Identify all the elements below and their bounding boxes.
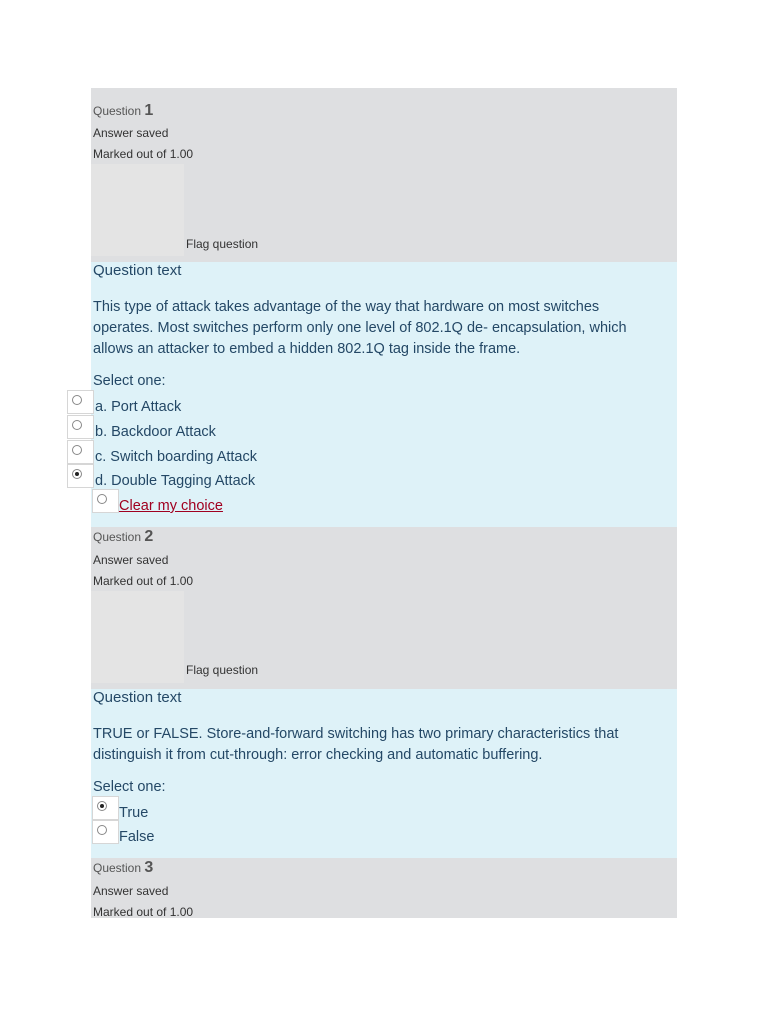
option-d-radio[interactable] xyxy=(67,464,94,488)
question-1-flag-link[interactable]: Flag question xyxy=(186,237,259,251)
question-2-formulation xyxy=(91,689,677,858)
question-2-number xyxy=(93,528,153,546)
question-label: Question xyxy=(93,104,142,118)
question-2-flag-image xyxy=(91,591,184,683)
radio-checked-icon xyxy=(97,801,107,811)
option-c-label[interactable]: c. Switch boarding Attack xyxy=(95,449,257,465)
question-2-text-label: Question text xyxy=(93,689,182,706)
question-2-prompt: Select one: xyxy=(93,779,166,795)
question-3-number xyxy=(93,859,153,877)
question-2-grade: Marked out of 1.00 xyxy=(93,574,194,588)
question-label: Question xyxy=(93,861,142,875)
option-d-label[interactable]: d. Double Tagging Attack xyxy=(95,473,256,489)
radio-checked-icon xyxy=(72,469,82,479)
option-a-label[interactable]: a. Port Attack xyxy=(95,399,182,415)
radio-icon xyxy=(72,395,82,405)
radio-icon xyxy=(72,445,82,455)
radio-icon xyxy=(72,420,82,430)
option-true-radio[interactable] xyxy=(92,796,119,820)
option-b-radio[interactable] xyxy=(67,415,94,439)
option-false-label[interactable]: False xyxy=(119,829,155,845)
clear-choice-radio[interactable] xyxy=(92,489,119,513)
question-label: Question xyxy=(93,530,142,544)
option-true-label[interactable]: True xyxy=(119,805,149,821)
question-1-number xyxy=(93,102,153,120)
question-1-grade: Marked out of 1.00 xyxy=(93,147,194,161)
radio-icon xyxy=(97,825,107,835)
question-number: 3 xyxy=(144,859,154,876)
question-2-text: TRUE or FALSE. Store-and-forward switching has two primary characteristics that distinguish it from cut-through: error checking and automatic buffering. xyxy=(93,726,619,763)
option-c-radio[interactable] xyxy=(67,440,94,464)
question-3-grade: Marked out of 1.00 xyxy=(93,905,194,919)
question-1-prompt: Select one: xyxy=(93,373,166,389)
question-2-state: Answer saved xyxy=(93,553,169,567)
option-b-label[interactable]: b. Backdoor Attack xyxy=(95,424,216,440)
clear-my-choice-link[interactable]: Clear my choice xyxy=(119,498,223,514)
option-a-radio[interactable] xyxy=(67,390,94,414)
question-number: 1 xyxy=(144,102,154,119)
question-3-info xyxy=(91,858,677,918)
radio-icon xyxy=(97,494,107,504)
question-3-state: Answer saved xyxy=(93,884,169,898)
question-1-info xyxy=(91,88,677,262)
question-2-flag-link[interactable]: Flag question xyxy=(186,663,259,677)
question-1-text-label: Question text xyxy=(93,262,182,279)
option-false-radio[interactable] xyxy=(92,820,119,844)
question-1-state: Answer saved xyxy=(93,126,169,140)
question-number: 2 xyxy=(144,528,154,545)
question-1-text: This type of attack takes advantage of the way that hardware on most switches operates. Most switches perform only one level of 802.1Q de- encapsulation, which allows an attacker to embed a hidden 802.1Q tag inside the frame. xyxy=(93,299,627,357)
question-2-info xyxy=(91,527,677,689)
question-1-flag-image xyxy=(91,164,184,256)
